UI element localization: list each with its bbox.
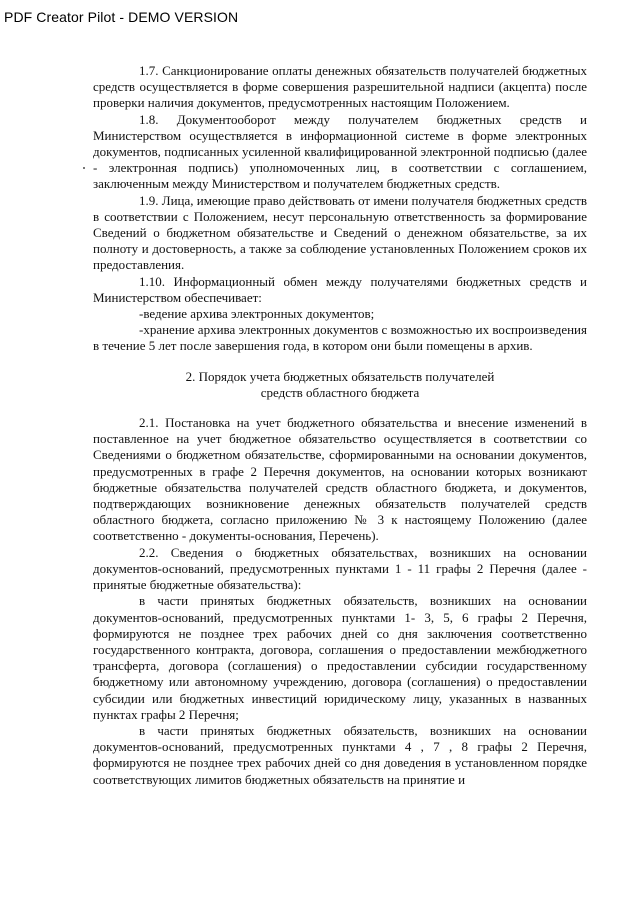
section-heading-line-2: средств областного бюджета	[260, 384, 420, 400]
demo-watermark: PDF Creator Pilot - DEMO VERSION	[4, 9, 239, 25]
list-item-archive-storage: -хранение архива электронных документов с возможностью их воспроизведения в течение 5 лет после завершения года, в котором они были помещены в архив.	[93, 322, 587, 354]
scan-speck	[83, 167, 85, 169]
paragraph-2-2: 2.2. Сведения о бюджетных обязательствах, возникших на основании документов-оснований, предусмотренных пунктами 1 - 11 графы 2 Перечня (далее - принятые бюджетные обязательства):	[93, 544, 587, 593]
section-heading-line-1: 2. Порядок учета бюджетных обязательств получателей	[185, 368, 495, 384]
paragraph-1-9: 1.9. Лица, имеющие право действовать от имени получателя бюджетных средств в соответствии с Положением, несут персональную ответственность за формирование Сведений о бюджетном обязательстве и Сведений о денежном обязательстве, за их полноту и достоверность, а также за соблюдение установленных Положением сроков их предоставления.	[93, 192, 587, 273]
paragraph-2-1: 2.1. Постановка на учет бюджетного обязательства и внесение изменений в поставленное на учет бюджетное обязательство осуществляется в соответствии со Сведениями о бюджетном обязательстве, сформированными на основании документов, предусмотренных в графе 2 Перечня документов, на основании которых возникают бюджетные обязательства получателей средств областного бюджета, и документов, подтверждающих возникновение денежных обязательств получателей средств областного бюджета, согласно приложению № 3 к настоящему Положению (далее соответственно - документы-основания, Перечень).	[93, 415, 587, 544]
section-heading	[93, 369, 587, 401]
paragraph-2-2-part-a: в части принятых бюджетных обязательств, возникших на основании документов-оснований, предусмотренных пунктами 1- 3, 5, 6 графы 2 Перечня, формируются не позднее трех рабочих дней со дня заключения соответственно государственного контракта, договора, соглашения о предоставлении межбюджетного трансферта, договора (соглашения) о предоставлении субсидии государственному бюджетному или автономному учреждению, договора (соглашения) о предоставлении субсидии или бюджетных инвестиций юридическому лицу, указанных в названных пунктах графы 2 Перечня;	[93, 593, 587, 722]
paragraph-1-8: 1.8. Документооборот между получателем бюджетных средств и Министерством осуществляется в информационной системе в форме электронных документов, подписанных усиленной квалифицированной электронной подписью (далее - электронная подпись) уполномоченных лиц, в соответствии с соглашением, заключенным между Министерством и получателем бюджетных средств.	[93, 111, 587, 192]
paragraph-2-2-part-b: в части принятых бюджетных обязательств, возникших на основании документов-оснований, предусмотренных пунктами 4 , 7 , 8 графы 2 Перечня, формируются не позднее трех рабочих дней со дня доведения в установленном порядке соответствующих лимитов бюджетных обязательств на принятие и	[93, 722, 587, 787]
paragraph-1-7: 1.7. Санкционирование оплаты денежных обязательств получателей бюджетных средств осуществляется в форме совершения разрешительной надписи (акцепта) после проверки наличия документов, предусмотренных настоящим Положением.	[93, 63, 587, 111]
paragraph-1-10: 1.10. Информационный обмен между получателями бюджетных средств и Министерством обеспечивает:	[93, 273, 587, 305]
list-item-archive-keeping: -ведение архива электронных документов;	[139, 306, 375, 322]
document-page	[93, 63, 587, 788]
